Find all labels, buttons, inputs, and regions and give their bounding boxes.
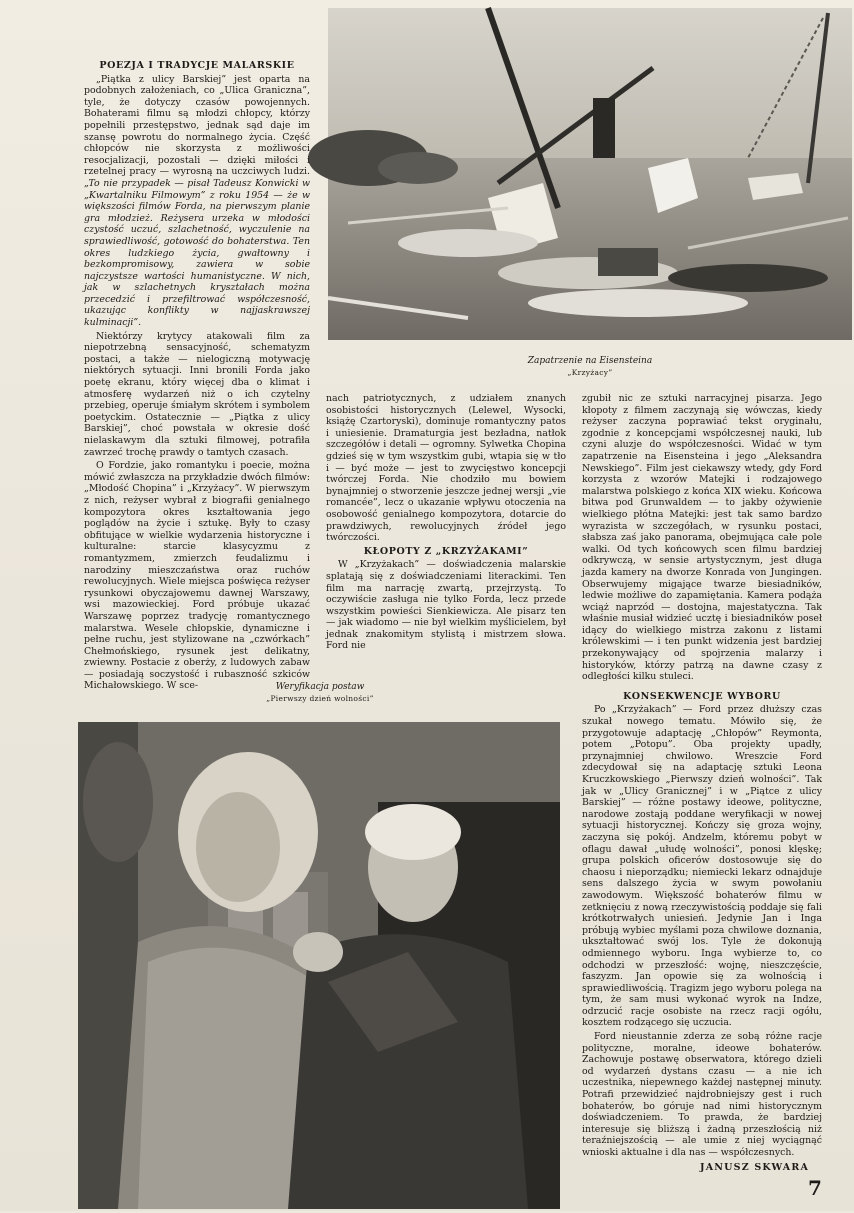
photo-krzyzacy-battle: [328, 8, 852, 340]
caption-top-subtitle: „Krzyżacy”: [567, 368, 613, 377]
col3-paragraph-1: zgubił nic ze sztuki narracyjnej pisarza. Jego kłopoty z filmem zaczynają się wówczas, kiedy reżyser zaczyna poprawiać tekst oryginału, zgodnie z koncepcjami współczesnej nauki, lub czyni aluzje do współczesności. Widać w tym zapatrzenie na Eisensteina i jego „Aleksandra Newskiego”. Film jest ciekawszy wtedy, gdy Ford korzysta z wzorów Matejki i rodzajowego malarstwa polskiego z końca XIX wieku. Końcowa bitwa pod Grunwaldem — to jakby ożywienie wielkiego płótna Matejki: jest tak samo bardzo wyrazista w szczegółach, w rysunku postaci, słabsza zaś jako panorama, obejmująca całe pole walki. Od tych końcowych scen filmu bardziej odkrywczą, w sensie artystycznym, jest długa jazda kamery na dworze Konrada von Jungingen. Obserwujemy migające twarze biesiadników, ledwie możliwe do zapamiętania. Kamera podąża wciąż naprzód — dostojna, majestatyczna. Tak właśnie musiał widzieć ucztę i biesiadników poseł idący do wielkiego mistrza zakonu z listami królewskimi — i ten punkt widzenia jest bardziej przekonywający od spojrzenia malarzy i historyków, którzy patrzą na dawne czasy z odległości kilku stuleci.: [582, 393, 822, 683]
battle-scene-image: [328, 8, 852, 340]
film-still-image: [78, 722, 560, 1209]
caption-bottom-title: Weryfikacja postaw: [275, 682, 365, 692]
heading-klopoty: KŁOPOTY Z „KRZYŻAKAMI”: [363, 545, 529, 557]
col1-paragraph-3: O Fordzie, jako romantyku i poecie, można mówić zwłaszcza na przykładzie dwóch filmów: „Młodość Chopina” i „Krzyżacy”. W pierwszym z nich, reżyser wybrał z biografii genialnego kompozytora okres kształtowania jego poglądów na życie i sztukę. Były to czasy obfitujące w wielkie wydarzenia historyczne i kulturalne: starcie klasycyzmu z romantyzmem, zmierzch feudalizmu i narodziny mieszczaństwa oraz ruchów rewolucyjnych. Wiele miejsca poświęca reżyser rysunkowi obyczajowemu dawnej Warszawy, wsi mazowieckiej. Ford próbuje ukazać Warszawę poprzez tradycję romantycznego malarstwa. Wesele chłopskie, dynamiczne i pełne ruchu, jest stylizowane na „czwórkach” Chełmońskiego, rysunek jest delikatny, zwiewny. Postacie z oberży, z ludowych zabaw — posiadają soczystość i rubaszność szkiców Michałowskiego. W sce-: [84, 460, 310, 692]
col3-paragraph-3: Ford nieustannie zderza ze sobą różne racje polityczne, moralne, ideowe bohaterów. Zachowuje postawę obserwatora, którego dzieli od wydarzeń dystans czasu — a nie ich uczestnika, niepewnego każdej następnej minuty. Potrafi przewidzieć najdrobniejszy gest i ruch bohaterów, bo góruje nad nimi historycznym doświadczeniem. To prawda, że bardziej interesuje się bliższą i żadną przeszłością niż teraźniejszością — ale umie z niej wyciągnąć wnioski aktualne i dla nas — współczesnych.: [582, 1031, 822, 1158]
heading-konsekwencje: KONSEKWENCJE WYBORU: [623, 690, 781, 702]
heading-poezja: POEZJA I TRADYCJE MALARSKIE: [99, 60, 295, 71]
col1-p1-quote: „To nie przypadek — pisał Tadeusz Konwicki w „Kwartalniku Filmowym” z roku 1954 — że w większości filmów Forda, na pierwszym planie gra młodzież. Reżysera urzeka w młodości czystość uczuć, szlachetność, wyczulenie na sprawiedliwość, gotowość do bohaterstwa. Ten okres ludzkiego życia, gwałtowny i bezkompromisowy, zawiera w sobie najczystsze wartości humanistyczne. W nich, jak w szlachetnych kryształach można przecedzić i przefiltrować współczesność, ukazując konflikty w najjaskrawszej kulminacji”.: [84, 177, 310, 329]
column-1: [84, 60, 310, 692]
col1-paragraph-1: [84, 74, 310, 329]
column-3: [582, 393, 822, 1163]
col1-p1-text: „Piątka z ulicy Barskiej” jest oparta na podobnych założeniach, co „Ulica Graniczna”, tyle, że dotyczy czasów powojennych. Bohaterami filmu są młodzi chłopcy, którzy popełnili przestępstwo, jednak sąd daje im szansę powrotu do normalnego życia. Część chłopców nie skorzysta z możliwości resocjalizacji, pozostali — dzięki miłości i rzetelnej pracy — wyrosną na uczciwych ludzi.: [84, 73, 310, 178]
caption-top-photo: [450, 356, 730, 378]
col3-paragraph-2: Po „Krzyżakach” — Ford przez dłuższy czas szukał nowego tematu. Mówiło się, że przygotowuje adaptację „Chłopów” Reymonta, potem „Potopu”. Oba projekty upadły, przynajmniej chwilowo. Wreszcie Ford zdecydował się na adaptację sztuki Leona Kruczkowskiego „Pierwszy dzień wolności”. Tak jak w „Ulicy Granicznej” i w „Piątce z ulicy Barskiej” — różne postawy ideowe, polityczne, narodowe zostają poddane weryfikacji w nowej sytuacji historycznej. Kończy się groza wojny, zaczyna się pokój. Andzelm, któremu pobyt w oflagu dawał „ułudę wolności”, ponosi klęskę; grupa polskich oficerów dostosowuje się do chaosu i nieporządku; niemiecki lekarz odnajduje sens dalszego życia w swym powołaniu zawodowym. Większość bohaterów filmu w zetknięciu z nową rzeczywistością poddaje się fali krótkotrwałych uniesień. Jedynie Jan i Inga próbują wybiec myślami poza chwilowe doznania, ukształtować swój los. Tyle że dokonują odmiennego wyboru. Inga wybierze to, co odchodzi w przeszłość: wojnę, nieszczęście, faszyzm. Jan opowie się za wolnością i sprawiedliwością. Tragizm jego wyboru polega na tym, że sam musi wykonać wyrok na Indze, odrzucić racje osobiste na rzecz racji ogółu, kosztem rodzącego się uczucia.: [582, 704, 822, 1029]
page-number: 7: [808, 1176, 822, 1200]
col2-paragraph-2: W „Krzyżakach” — doświadczenia malarskie splatają się z doświadczeniami literackimi. Ten film ma narrację zwartą, przejrzystą. To oczywiście zasługa nie tylko Forda, lecz przede wszystkim powieści Sienkiewicza. Ale pisarz ten — jak wiadomo — nie był wielkim myślicielem, był jednak znakomitym stylistą i mistrzem słowa. Ford nie: [326, 559, 566, 652]
col2-paragraph-1: nach patriotycznych, z udziałem znanych osobistości historycznych (Lelewel, Wysocki, książę Czartoryski), dominuje romantyczny patos i uniesienie. Dramaturgia jest bezładna, natłok szczegółów i detali — ogromny. Sylwetka Chopina gdzieś się w tym wszystkim gubi, wtapia się w tło i — być może — jest to zwycięstwo koncepcji twórczej Forda. Nie chodziło mu bowiem bynajmniej o stworzenie jeszcze jednej wersji „vie romancée”, lecz o ukazanie wpływu otoczenia na osobowość genialnego kompozytora, dotarcie do prawdziwych, rewolucyjnych źródeł jego twórczości.: [326, 393, 566, 544]
author-signature: JANUSZ SKWARA: [700, 1162, 810, 1173]
caption-bottom-photo: [200, 682, 440, 704]
column-2: [326, 393, 566, 673]
photo-pierwszy-dzien: [78, 722, 560, 1209]
col1-paragraph-2: Niektórzy krytycy atakowali film za niepotrzebną sensacyjność, schematyzm postaci, a także — nielogiczną motywację niektórych sytuacji. Inni bronili Forda jako poetę ekranu, który więcej dba o klimat i atmosferę wydarzeń niż o ich czytelny przebieg, operuje śmiałym skrótem i symbolem poetyckim. Ostatecznie — „Piątka z ulicy Barskiej”, choć powstała w okresie dość nielaskawym dla sztuki filmowej, potrafiła zawrzeć trochę prawdy o tamtych czasach.: [84, 330, 310, 458]
caption-bottom-subtitle: „Pierwszy dzień wolności”: [266, 694, 374, 703]
caption-top-title: Zapatrzenie na Eisensteina: [527, 356, 653, 366]
